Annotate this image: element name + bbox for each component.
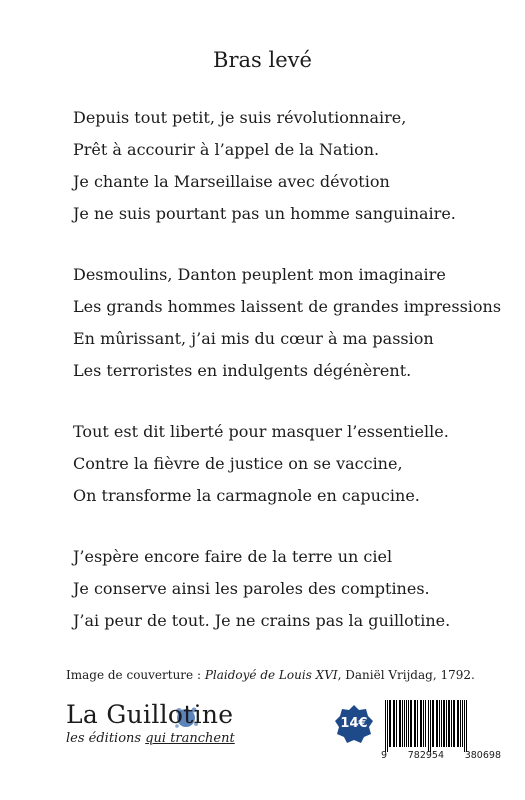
poem-line: En mûrissant, j’ai mis du cœur à ma passion <box>73 329 434 348</box>
poem-line: Les grands hommes laissent de grandes impressions <box>73 297 502 316</box>
barcode-bar <box>436 700 438 747</box>
poem-line: Contre la fièvre de justice on se vaccine, <box>73 454 403 473</box>
cover-image-credit <box>66 668 475 682</box>
publisher-tagline <box>66 731 235 746</box>
poem-line: On transforme la carmagnole en capucine. <box>73 486 420 505</box>
barcode-bar <box>408 700 409 747</box>
barcode-bar <box>460 700 461 747</box>
poem-line: Les terroristes en indulgents dégénèrent. <box>73 361 412 380</box>
barcode-bar <box>432 700 434 747</box>
barcode-bar <box>414 700 416 747</box>
barcode-bar <box>402 700 403 747</box>
barcode-bar <box>410 700 412 747</box>
barcode-bar <box>428 700 429 752</box>
barcode-bar <box>396 700 397 747</box>
barcode-bar <box>406 700 407 747</box>
barcode-bar <box>448 700 450 747</box>
barcode-bar <box>464 700 465 752</box>
isbn-barcode <box>385 700 501 752</box>
tagline-emphasis: qui tranchent <box>145 731 235 746</box>
barcode-bar <box>387 700 388 752</box>
barcode-bar <box>439 700 440 747</box>
stanza <box>73 102 501 230</box>
barcode-bar <box>425 700 426 747</box>
credit-prefix: Image de couverture : <box>66 668 205 682</box>
barcode-bar <box>466 700 467 752</box>
tagline-start: les éditions <box>66 731 146 746</box>
barcode-bar <box>404 700 405 747</box>
stanza <box>73 541 501 637</box>
poem-line: Depuis tout petit, je suis révolutionnaire, <box>73 108 407 127</box>
stanza <box>73 416 501 512</box>
barcode-bar <box>430 700 431 752</box>
barcode-bar <box>420 700 422 747</box>
isbn-number <box>381 750 501 761</box>
publisher-logo <box>66 700 235 746</box>
poem-line: Tout est dit liberté pour masquer l’essentielle. <box>73 422 449 441</box>
barcode-bar <box>393 700 395 747</box>
poem-body <box>73 102 501 666</box>
poem-line: Je conserve ainsi les paroles des comptines. <box>73 579 430 598</box>
publisher-name-text: La Guillotine <box>66 700 234 729</box>
credit-work-title: Plaidoyé de Louis XVI <box>204 668 338 682</box>
credit-suffix: , Daniël Vrijdag, 1792. <box>337 668 475 682</box>
barcode-bar <box>451 700 452 747</box>
stanza <box>73 259 501 387</box>
price-label: 14€ <box>340 716 368 731</box>
poem-line: Desmoulins, Danton peuplent mon imaginaire <box>73 265 446 284</box>
isbn-group-2: 380698 <box>464 750 501 761</box>
poem-line: J’ai peur de tout. Je ne crains pas la guillotine. <box>73 611 451 630</box>
barcode-bar <box>423 700 424 747</box>
poem-line: Prêt à accourir à l’appel de la Nation. <box>73 140 380 159</box>
barcode-bar <box>399 700 401 747</box>
barcode-bar <box>453 700 455 747</box>
publisher-name <box>66 700 235 729</box>
isbn-group-1: 782954 <box>407 750 445 761</box>
barcode-bar <box>389 700 391 747</box>
barcode-bar <box>446 700 447 747</box>
barcode-bar <box>441 700 442 747</box>
poem-line: Je chante la Marseillaise avec dévotion <box>73 172 390 191</box>
barcode-bar <box>462 700 463 747</box>
barcode-bar <box>417 700 418 747</box>
barcode-bar <box>457 700 459 747</box>
isbn-first-digit: 9 <box>381 750 388 761</box>
poem-line: Je ne suis pourtant pas un homme sanguinaire. <box>73 204 456 223</box>
barcode-bar <box>385 700 386 752</box>
barcode-bar <box>443 700 445 747</box>
poem-line: J’espère encore faire de la terre un ciel <box>73 547 393 566</box>
poem-title: Bras levé <box>213 48 312 72</box>
